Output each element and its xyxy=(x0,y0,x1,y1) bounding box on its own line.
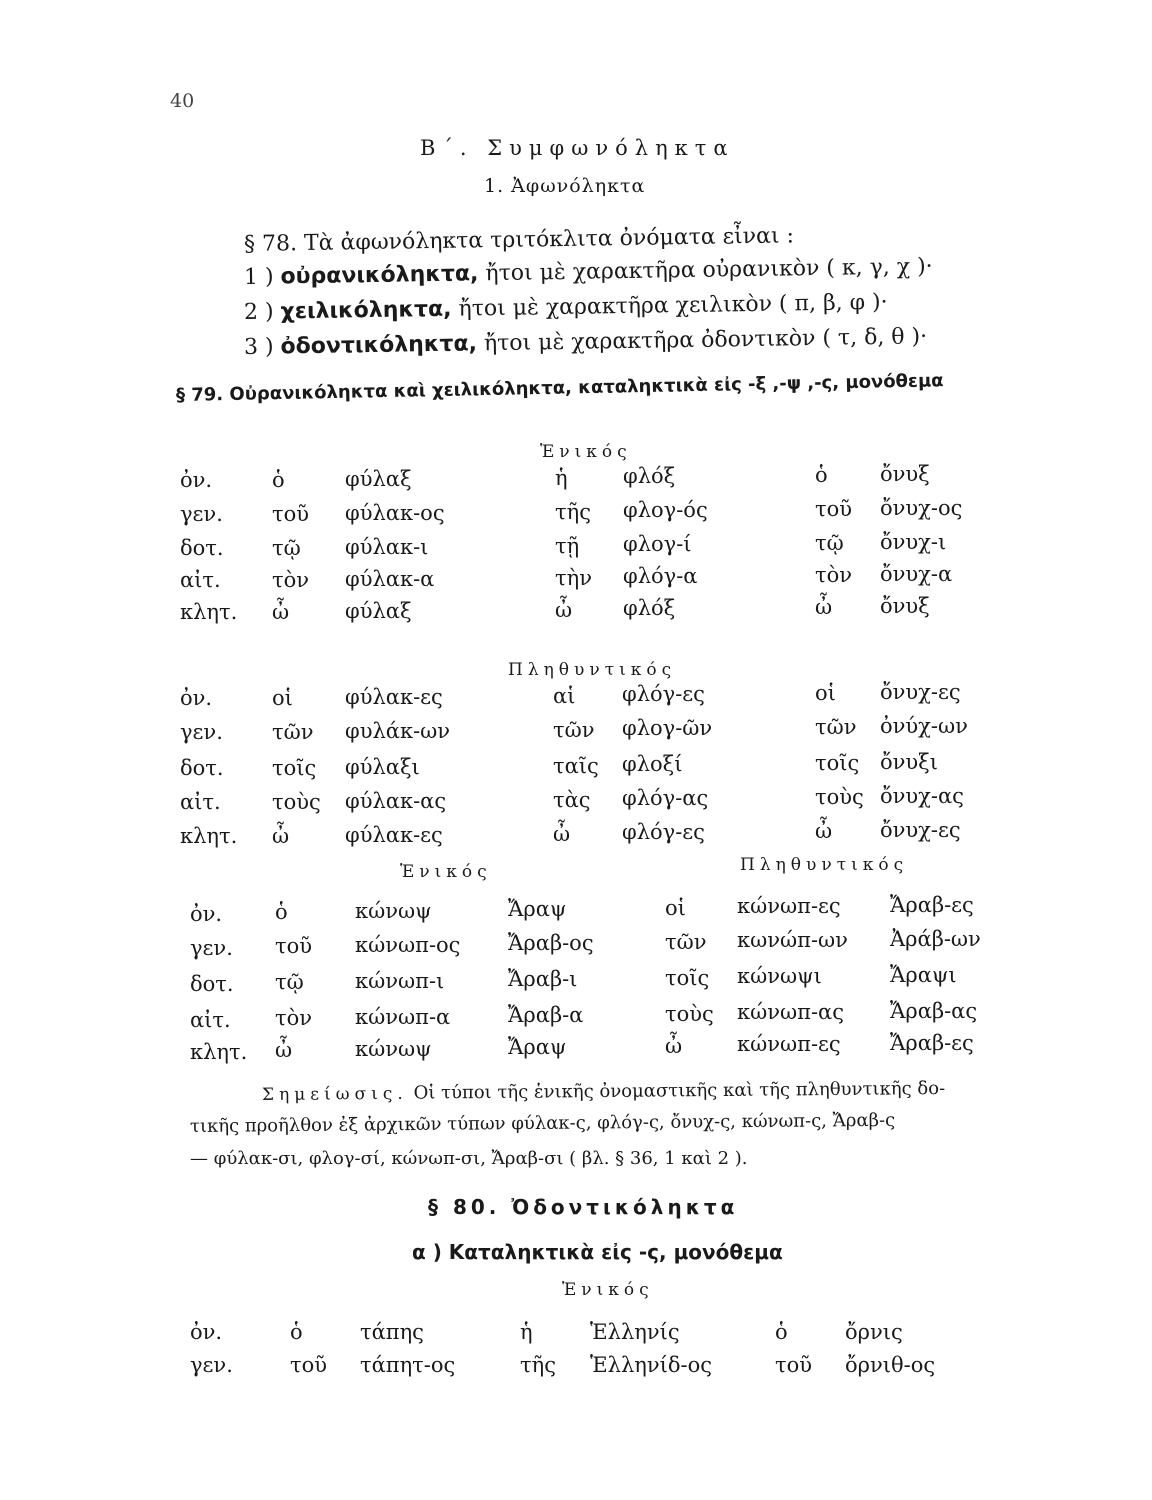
plural-label: Πληθυντικός xyxy=(508,660,677,680)
case-label: αἰτ. xyxy=(180,790,221,814)
noun-form-cell: φύλακ-ος xyxy=(345,501,445,525)
declension-cell: τῶν xyxy=(665,930,707,954)
declension-cell: τοὺς xyxy=(665,1002,714,1026)
chapter-heading: Β΄. Συμφωνόληκτα xyxy=(420,136,735,160)
article-cell: τοὺς xyxy=(272,790,321,814)
article-cell: ὦ xyxy=(553,822,571,846)
case-label: δοτ. xyxy=(190,972,234,996)
section80-singular-label: Ἑνικός xyxy=(562,1280,654,1300)
case-label: γεν. xyxy=(180,720,223,744)
declension-cell: κώνωψι xyxy=(737,964,822,988)
page-number: 40 xyxy=(170,90,195,112)
declension-cell: κώνωψ xyxy=(355,1037,432,1061)
declension-cell: κώνωπ-ας xyxy=(737,1000,844,1024)
declension-cell: Ἄραψ xyxy=(508,1035,567,1059)
note-text: Οἱ τύποι τῆς ἑνικῆς ὀνομαστικῆς καὶ τῆς πληθυντικῆς δο- xyxy=(413,1078,946,1104)
declension-cell: τῆς xyxy=(520,1353,556,1377)
case-label: γεν. xyxy=(190,936,233,960)
note-line-2: τικῆς προῆλθον ἐξ ἀρχικῶν τύπων φύλακ-ς, φλόγ-ς, ὄνυχ-ς, κώνωπ-ς, Ἄραβ-ς xyxy=(189,1109,896,1137)
noun-form-cell: φλογ-ός xyxy=(623,498,708,522)
declension-cell: τοῦ xyxy=(275,934,313,958)
case-label: ὀν. xyxy=(180,468,213,492)
declension-cell: ὁ xyxy=(290,1320,303,1344)
noun-form-cell: φύλακ-α xyxy=(345,567,435,591)
case-label: ὀν. xyxy=(180,686,213,710)
noun-form-cell: ὄνυξι xyxy=(880,750,938,774)
noun-form-cell: φλοξί xyxy=(622,752,683,776)
article-cell: τοῦ xyxy=(272,502,310,526)
article-cell: ὁ xyxy=(815,463,828,487)
noun-form-cell: φύλαξ xyxy=(345,599,412,623)
declension-cell: κώνωπ-ες xyxy=(737,1032,841,1056)
article-cell: τῆς xyxy=(555,500,591,524)
section78-item-3 xyxy=(244,324,928,360)
item-number: 2 ) xyxy=(243,299,274,325)
noun-form-cell: ὄνυξ xyxy=(880,462,930,486)
article-cell: τῶν xyxy=(553,718,595,742)
declension-cell: Ἄραβ-ας xyxy=(890,999,978,1023)
noun-form-cell: φλογ-ῶν xyxy=(622,716,713,740)
article-cell: αἱ xyxy=(553,684,576,708)
article-cell: τῷ xyxy=(272,536,301,560)
section79-title: § 79. Οὐρανικόληκτα καὶ χειλικόληκτα, καταληκτικὰ εἰς -ξ ,-ψ ,-ς, μονόθεμα xyxy=(175,370,944,406)
case-label: κλητ. xyxy=(180,824,238,848)
noun-form-cell: ὄνυχ-ος xyxy=(880,496,963,520)
case-label: αἰτ. xyxy=(180,568,221,592)
declension-cell: τοῦ xyxy=(775,1353,813,1377)
case-label: ὀν. xyxy=(190,902,223,926)
noun-form-cell: φύλακ-ας xyxy=(345,789,447,813)
note-label: Σημείωσις. xyxy=(261,1083,408,1105)
table2-plural-label: Πληθυντικός xyxy=(740,855,909,875)
article-cell: τοῖς xyxy=(272,756,317,780)
article-cell: οἱ xyxy=(815,681,836,705)
section-subheading: 1. Ἀφωνόληκτα xyxy=(484,175,646,197)
declension-cell: τοῖς xyxy=(665,966,710,990)
declension-cell: Ἄραβ-ι xyxy=(508,967,578,991)
noun-form-cell: φύλακ-ες xyxy=(345,685,443,709)
section80-subtitle: α ) Καταληκτικὰ εἰς -ς, μονόθεμα xyxy=(412,1240,783,1264)
article-cell: οἱ xyxy=(272,686,293,710)
noun-form-cell: φύλαξι xyxy=(345,755,420,779)
article-cell: τὰς xyxy=(553,788,591,812)
noun-form-cell: φλογ-ί xyxy=(623,532,692,556)
article-cell: ταῖς xyxy=(553,754,599,778)
note-line-3: — φύλακ-σι, φλογ-σί, κώνωπ-σι, Ἄραβ-σι ( βλ. § 36, 1 καὶ 2 ). xyxy=(190,1148,748,1169)
article-cell: τῶν xyxy=(815,715,857,739)
noun-form-cell: φυλάκ-ων xyxy=(345,719,451,743)
declension-cell: ἡ xyxy=(520,1320,533,1344)
case-label: γεν. xyxy=(190,1353,233,1377)
note-line-1 xyxy=(262,1078,945,1105)
declension-cell: ὁ xyxy=(775,1320,788,1344)
noun-form-cell: ὄνυχ-ι xyxy=(880,530,947,554)
declension-cell: Ἄραψ xyxy=(508,897,567,921)
article-cell: ἡ xyxy=(555,466,568,490)
declension-cell: τοῦ xyxy=(290,1353,328,1377)
article-cell: τὴν xyxy=(555,566,592,590)
noun-form-cell: φύλαξ xyxy=(345,467,412,491)
item-number: 3 ) xyxy=(243,334,274,360)
noun-form-cell: φλόξ xyxy=(623,596,676,620)
section78-item-1 xyxy=(244,254,933,290)
case-label: δοτ. xyxy=(180,756,224,780)
item-term: οὐρανικόληκτα, xyxy=(280,261,479,290)
declension-cell: οἱ xyxy=(665,896,686,920)
noun-form-cell: φλόγ-α xyxy=(623,564,698,588)
declension-cell: ὦ xyxy=(275,1038,293,1062)
declension-cell: ὄρνιθ-ος xyxy=(845,1353,936,1377)
article-cell: ὦ xyxy=(815,819,833,843)
noun-form-cell: φλόγ-ες xyxy=(622,682,705,706)
declension-cell: ὦ xyxy=(665,1034,683,1058)
declension-cell: κώνωπ-ος xyxy=(355,933,461,957)
item-number: 1 ) xyxy=(243,264,274,290)
section78-intro: § 78. Τὰ ἀφωνόληκτα τριτόκλιτα ὀνόματα εἶναι : xyxy=(243,223,795,257)
noun-form-cell: φλόγ-ες xyxy=(622,820,705,844)
noun-form-cell: φλόξ xyxy=(623,464,676,488)
declension-cell: τῷ xyxy=(275,970,304,994)
declension-cell: τὸν xyxy=(275,1006,313,1030)
item-term: ὀδοντικόληκτα, xyxy=(280,331,478,360)
declension-cell: τάπης xyxy=(360,1320,424,1344)
declension-cell: ὁ xyxy=(275,900,288,924)
declension-cell: ὄρνις xyxy=(845,1320,903,1344)
declension-cell: Ἀράβ-ων xyxy=(890,927,981,951)
case-label: ὀν. xyxy=(190,1320,223,1344)
case-label: αἰτ. xyxy=(190,1008,231,1032)
declension-cell: Ἄραβ-ες xyxy=(890,893,974,917)
item-text: ἤτοι μὲ χαρακτῆρα οὐρανικὸν ( κ, γ, χ )· xyxy=(485,254,933,287)
section80-title: § 80. Ὀδοντικόληκτα xyxy=(428,1195,739,1219)
noun-form-cell: φύλακ-ες xyxy=(345,823,443,847)
declension-cell: τάπητ-ος xyxy=(360,1353,456,1377)
article-cell: τῷ xyxy=(815,531,844,555)
noun-form-cell: ὄνυχ-ες xyxy=(880,680,961,704)
article-cell: τῶν xyxy=(272,720,314,744)
declension-cell: Ἑλληνίδ-ος xyxy=(590,1353,713,1377)
article-cell: τῇ xyxy=(555,534,580,558)
article-cell: ὦ xyxy=(815,595,833,619)
noun-form-cell: ὀνύχ-ων xyxy=(880,714,968,738)
item-text: ἤτοι μὲ χαρακτῆρα ὀδοντικὸν ( τ, δ, θ )· xyxy=(483,324,928,357)
declension-cell: Ἄραβ-ος xyxy=(508,931,594,955)
declension-cell: κώνωπ-α xyxy=(355,1005,451,1029)
declension-cell: κώνωπ-ες xyxy=(737,894,841,918)
declension-cell: Ἄραβ-α xyxy=(508,1003,584,1027)
case-label: κλητ. xyxy=(180,600,238,624)
noun-form-cell: ὄνυχ-α xyxy=(880,562,953,586)
article-cell: ὁ xyxy=(272,468,285,492)
declension-cell: κώνωψ xyxy=(355,899,432,923)
table2-singular-label: Ἑνικός xyxy=(400,862,492,882)
item-term: χειλικόληκτα, xyxy=(280,296,452,325)
article-cell: τοῦ xyxy=(815,497,853,521)
article-cell: τοῖς xyxy=(815,751,860,775)
declension-cell: Ἑλληνίς xyxy=(590,1320,680,1344)
noun-form-cell: ὄνυχ-ες xyxy=(880,818,961,842)
case-label: κλητ. xyxy=(190,1040,248,1064)
declension-cell: κώνωπ-ι xyxy=(355,969,445,993)
article-cell: ὦ xyxy=(555,598,573,622)
case-label: γεν. xyxy=(180,502,223,526)
article-cell: τοὺς xyxy=(815,785,864,809)
noun-form-cell: φύλακ-ι xyxy=(345,535,429,559)
section78-item-2 xyxy=(244,290,888,325)
declension-cell: Ἄραβ-ες xyxy=(890,1031,974,1055)
article-cell: ὦ xyxy=(272,600,290,624)
article-cell: τὸν xyxy=(815,563,853,587)
article-cell: τὸν xyxy=(272,568,310,592)
article-cell: ὦ xyxy=(272,824,290,848)
noun-form-cell: ὄνυξ xyxy=(880,594,930,618)
case-label: δοτ. xyxy=(180,536,224,560)
item-text: ἤτοι μὲ χαρακτῆρα χειλικὸν ( π, β, φ )· xyxy=(458,289,888,322)
declension-cell: Ἄραψι xyxy=(890,963,957,987)
singular-label: Ἑνικός xyxy=(540,442,632,462)
declension-cell: κωνώπ-ων xyxy=(737,928,848,952)
noun-form-cell: ὄνυχ-ας xyxy=(880,784,964,808)
noun-form-cell: φλόγ-ας xyxy=(622,786,709,810)
